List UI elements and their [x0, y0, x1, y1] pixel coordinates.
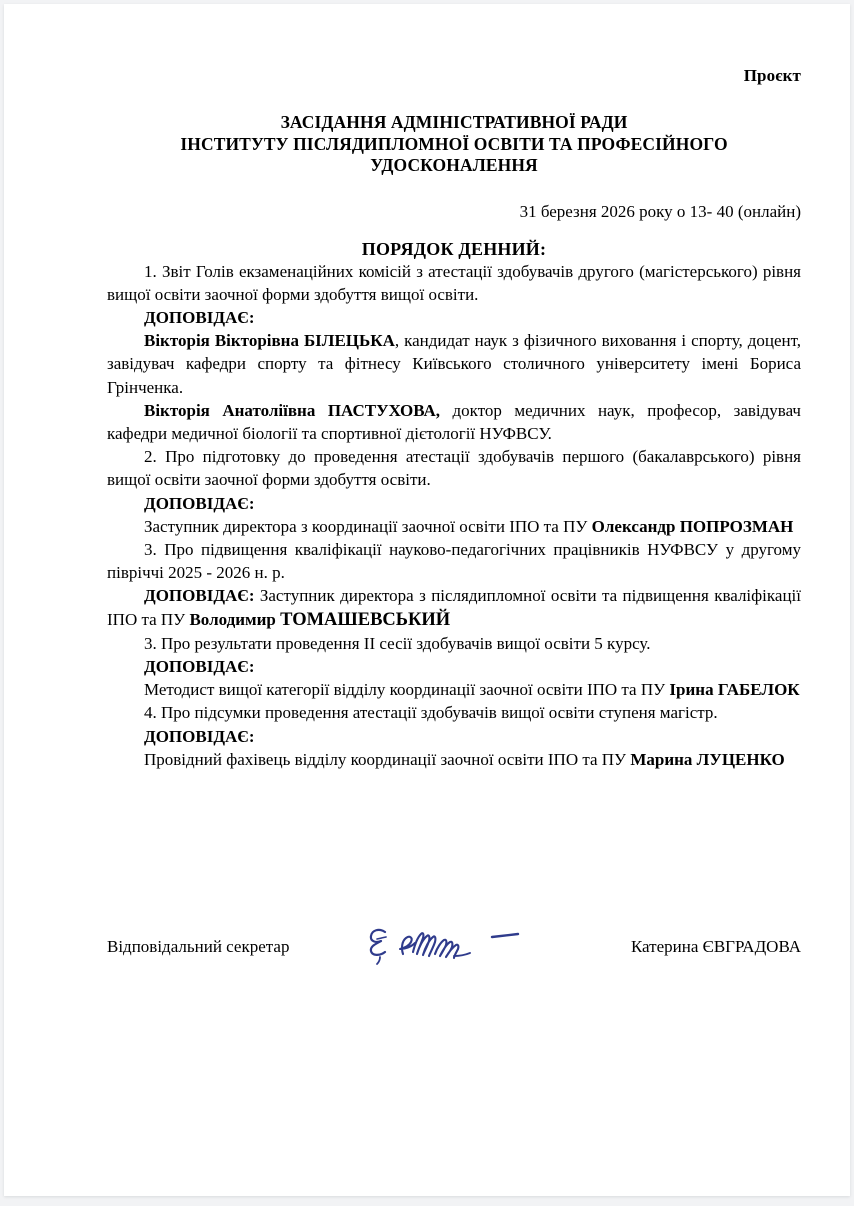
speaker-1-2: [107, 399, 801, 445]
document-body: [107, 4, 801, 771]
agenda-item-3: [107, 538, 801, 584]
agenda-item-3b-text: Про результати проведення ІІ сесії здобувачів вищої освіти 5 курсу.: [161, 633, 651, 653]
agenda-item-1: [107, 260, 801, 306]
reporter-label-1: [107, 306, 801, 329]
agenda-item-4-text: Про підсумки проведення атестації здобувачів вищої освіти ступеня магістр.: [161, 703, 718, 723]
speaker-1-1-name: Вікторія Вікторівна БІЛЕЦЬКА: [144, 331, 395, 351]
speaker-2-1-name: Олександр ПОПРОЗМАН: [591, 516, 794, 536]
agenda-item-3-number: 3.: [144, 539, 157, 559]
document-title-line-2: ІНСТИТУТУ ПІСЛЯДИПЛОМНОЇ ОСВІТИ ТА ПРОФЕСІЙНОГО: [180, 133, 728, 154]
speaker-2-1-prefix: Заступник директора з координації заочної освіти ІПО та ПУ: [144, 516, 592, 536]
agenda-item-3b-number: 3.: [144, 633, 157, 653]
speaker-3b-1-prefix: Методист вищої категорії відділу координації заочної освіти ІПО та ПУ: [144, 680, 670, 700]
draft-label: Проєкт: [743, 66, 801, 85]
speaker-4-1-name: Марина ЛУЦЕНКО: [630, 749, 785, 769]
meeting-date-line: 31 березня 2026 року о 13- 40 (онлайн): [519, 201, 801, 221]
handwritten-signature: [355, 914, 555, 970]
reporter-label-4: [107, 725, 801, 748]
reporter-label-text: ДОПОВІДАЄ:: [144, 586, 255, 606]
speaker-4-1-prefix: Провідний фахівець відділу координації заочної освіти ІПО та ПУ: [144, 749, 631, 769]
agenda-item-2-text: Про підготовку до проведення атестації здобувачів першого (бакалаврського) рівня вищої освіти заочної форми здобуття освіти.: [107, 447, 801, 490]
signature-role: Відповідальний секретар: [107, 937, 290, 956]
speaker-4-1: [107, 748, 801, 771]
signature-name: Катерина ЄВГРАДОВА: [630, 937, 801, 956]
speaker-3b-1: [107, 678, 801, 701]
agenda-item-2: [107, 445, 801, 491]
speaker-1-1-title: , кандидат наук з фізичного виховання і спорту, доцент, завідувач кафедри спорту та фітнесу Київського столичного університету імені Бориса Грінченка.: [107, 331, 802, 397]
agenda-heading: ПОРЯДОК ДЕННИЙ:: [361, 238, 547, 259]
agenda-item-1-text: Звіт Голів екзаменаційних комісій з атестації здобувачів другого (магістерського) рівня вищої освіти заочної форми здобуття вищої освіти.: [107, 261, 802, 304]
agenda-item-4-number: 4.: [144, 703, 157, 723]
reporter-label-text: ДОПОВІДАЄ:: [144, 493, 255, 513]
document-title: [107, 112, 801, 177]
agenda-item-2-number: 2.: [144, 447, 157, 467]
reporter-label-3b: [107, 655, 801, 678]
agenda-item-3-text: Про підвищення кваліфікації науково-педагогічних працівників НУФВСУ у другому півріччі 2025 - 2026 н. р.: [107, 539, 801, 583]
reporter-label-text: ДОПОВІДАЄ:: [144, 307, 255, 327]
reporter-inline-3: [107, 584, 801, 631]
reporter-inline-3-name-large: ТОМАШЕВСЬКИЙ: [280, 609, 451, 630]
reporter-label-2: [107, 492, 801, 515]
speaker-1-2-title: доктор медичних наук, професор, завідувач кафедри медичної біології та спортивної дієтології НУФВСУ.: [107, 400, 801, 443]
speaker-2-1: [107, 515, 801, 538]
document-page: [4, 4, 850, 1196]
document-title-line-3: УДОСКОНАЛЕННЯ: [370, 155, 538, 175]
reporter-label-text: ДОПОВІДАЄ:: [144, 726, 255, 746]
agenda-item-1-number: 1.: [144, 261, 157, 281]
speaker-3b-1-name: Ірина ГАБЕЛОК: [669, 680, 800, 700]
agenda-item-4: [107, 701, 801, 724]
document-title-line-1: ЗАСІДАННЯ АДМІНІСТРАТИВНОЇ РАДИ: [280, 112, 628, 132]
speaker-1-2-name: Вікторія Анатоліївна ПАСТУХОВА,: [144, 400, 441, 420]
reporter-label-text: ДОПОВІДАЄ:: [144, 656, 255, 676]
agenda-item-3b: [107, 632, 801, 655]
reporter-inline-3-name-small: Володимир: [189, 609, 281, 629]
signature-block: [107, 926, 801, 972]
reporter-inline-3-prefix: Заступник директора з післядипломної освіти та підвищення кваліфікації ІПО та ПУ: [107, 586, 801, 629]
speaker-1-1: [107, 329, 801, 399]
